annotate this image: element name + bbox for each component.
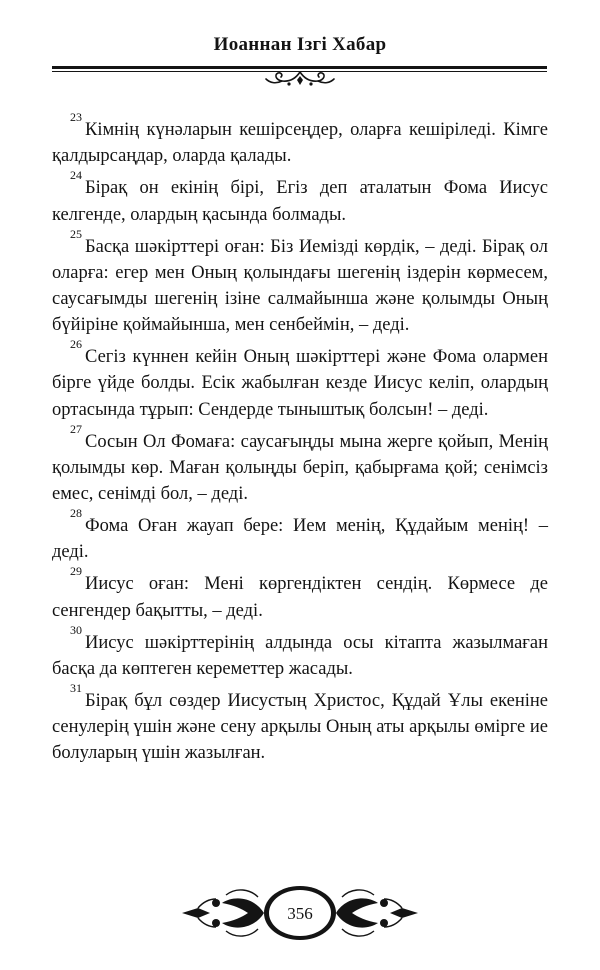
verse-number: 28 <box>70 506 82 521</box>
verse <box>52 624 548 682</box>
verse <box>52 423 548 507</box>
verse-text: Сегіз күннен кейін Оның шәкірттері және Фома олармен бірге үйде болды. Есік жабылған кезде Иисус келіп, олардың ортасында тұрып: Сендерде тыныштық болсын! – деді. <box>52 347 548 420</box>
verse-number: 27 <box>70 421 82 436</box>
verse-number: 26 <box>70 337 82 352</box>
scroll-flourish-icon <box>262 68 338 90</box>
verse <box>52 682 548 766</box>
verse-text: Иисус шәкірттерінің алдында осы кітапта жазылмаған басқа да көптеген кереметтер жасады. <box>52 632 548 680</box>
scripture-text <box>52 111 548 767</box>
verse <box>52 507 548 565</box>
page-number: 356 <box>287 904 313 923</box>
verse-number: 29 <box>70 564 82 579</box>
running-title: Иоаннан Ізгі Хабар <box>213 34 387 55</box>
verse-text: Басқа шәкірттері оған: Біз Иемізді көрдік, – деді. Бірақ ол оларға: егер мен Оның қолындағы шегенің іздерін көрмесем, саусағымды шегенің ізіне салмайынша және қолымды Оның бүйіріне қоймайынша, мен сенбеймін, – деді. <box>52 236 548 336</box>
verse-text: Бірақ он екінің бірі, Егіз деп аталатын Фома Иисус келгенде, олардың қасында болмады. <box>52 178 548 225</box>
verse-number: 23 <box>70 110 82 124</box>
verse-number: 25 <box>70 226 82 241</box>
verse <box>52 565 548 623</box>
verse <box>52 338 548 422</box>
verse-number: 31 <box>70 681 82 696</box>
verse-number: 30 <box>70 622 82 637</box>
verse <box>52 169 548 227</box>
verse-number: 24 <box>70 168 82 183</box>
verse-text: Бірақ бұл сөздер Иисустың Христос, Құдай Ұлы екеніне сенулерің үшін және сену арқылы Оның аты арқылы өмірге ие болуларың үшін жазылған. <box>52 691 548 764</box>
verse-text: Кімнің күнәларын кешірсеңдер, оларға кешіріледі. Кімге қалдырсаңдар, оларда қалады. <box>52 120 548 167</box>
verse-text: Иисус оған: Мені көргендіктен сендің. Көрмесе де сенгендер бақытты, – деді. <box>52 574 548 621</box>
verse-text: Сосын Ол Фомаға: саусағыңды мына жерге қойып, Менің қолымды көр. Маған қолыңды беріп, қабырғама қой; сенімсіз емес, сенімді бол, – деді. <box>52 431 548 504</box>
verse <box>52 111 548 169</box>
verse <box>52 228 548 339</box>
verse-text: Фома Оған жауап бере: Ием менің, Құдайым менің! – деді. <box>52 516 548 563</box>
